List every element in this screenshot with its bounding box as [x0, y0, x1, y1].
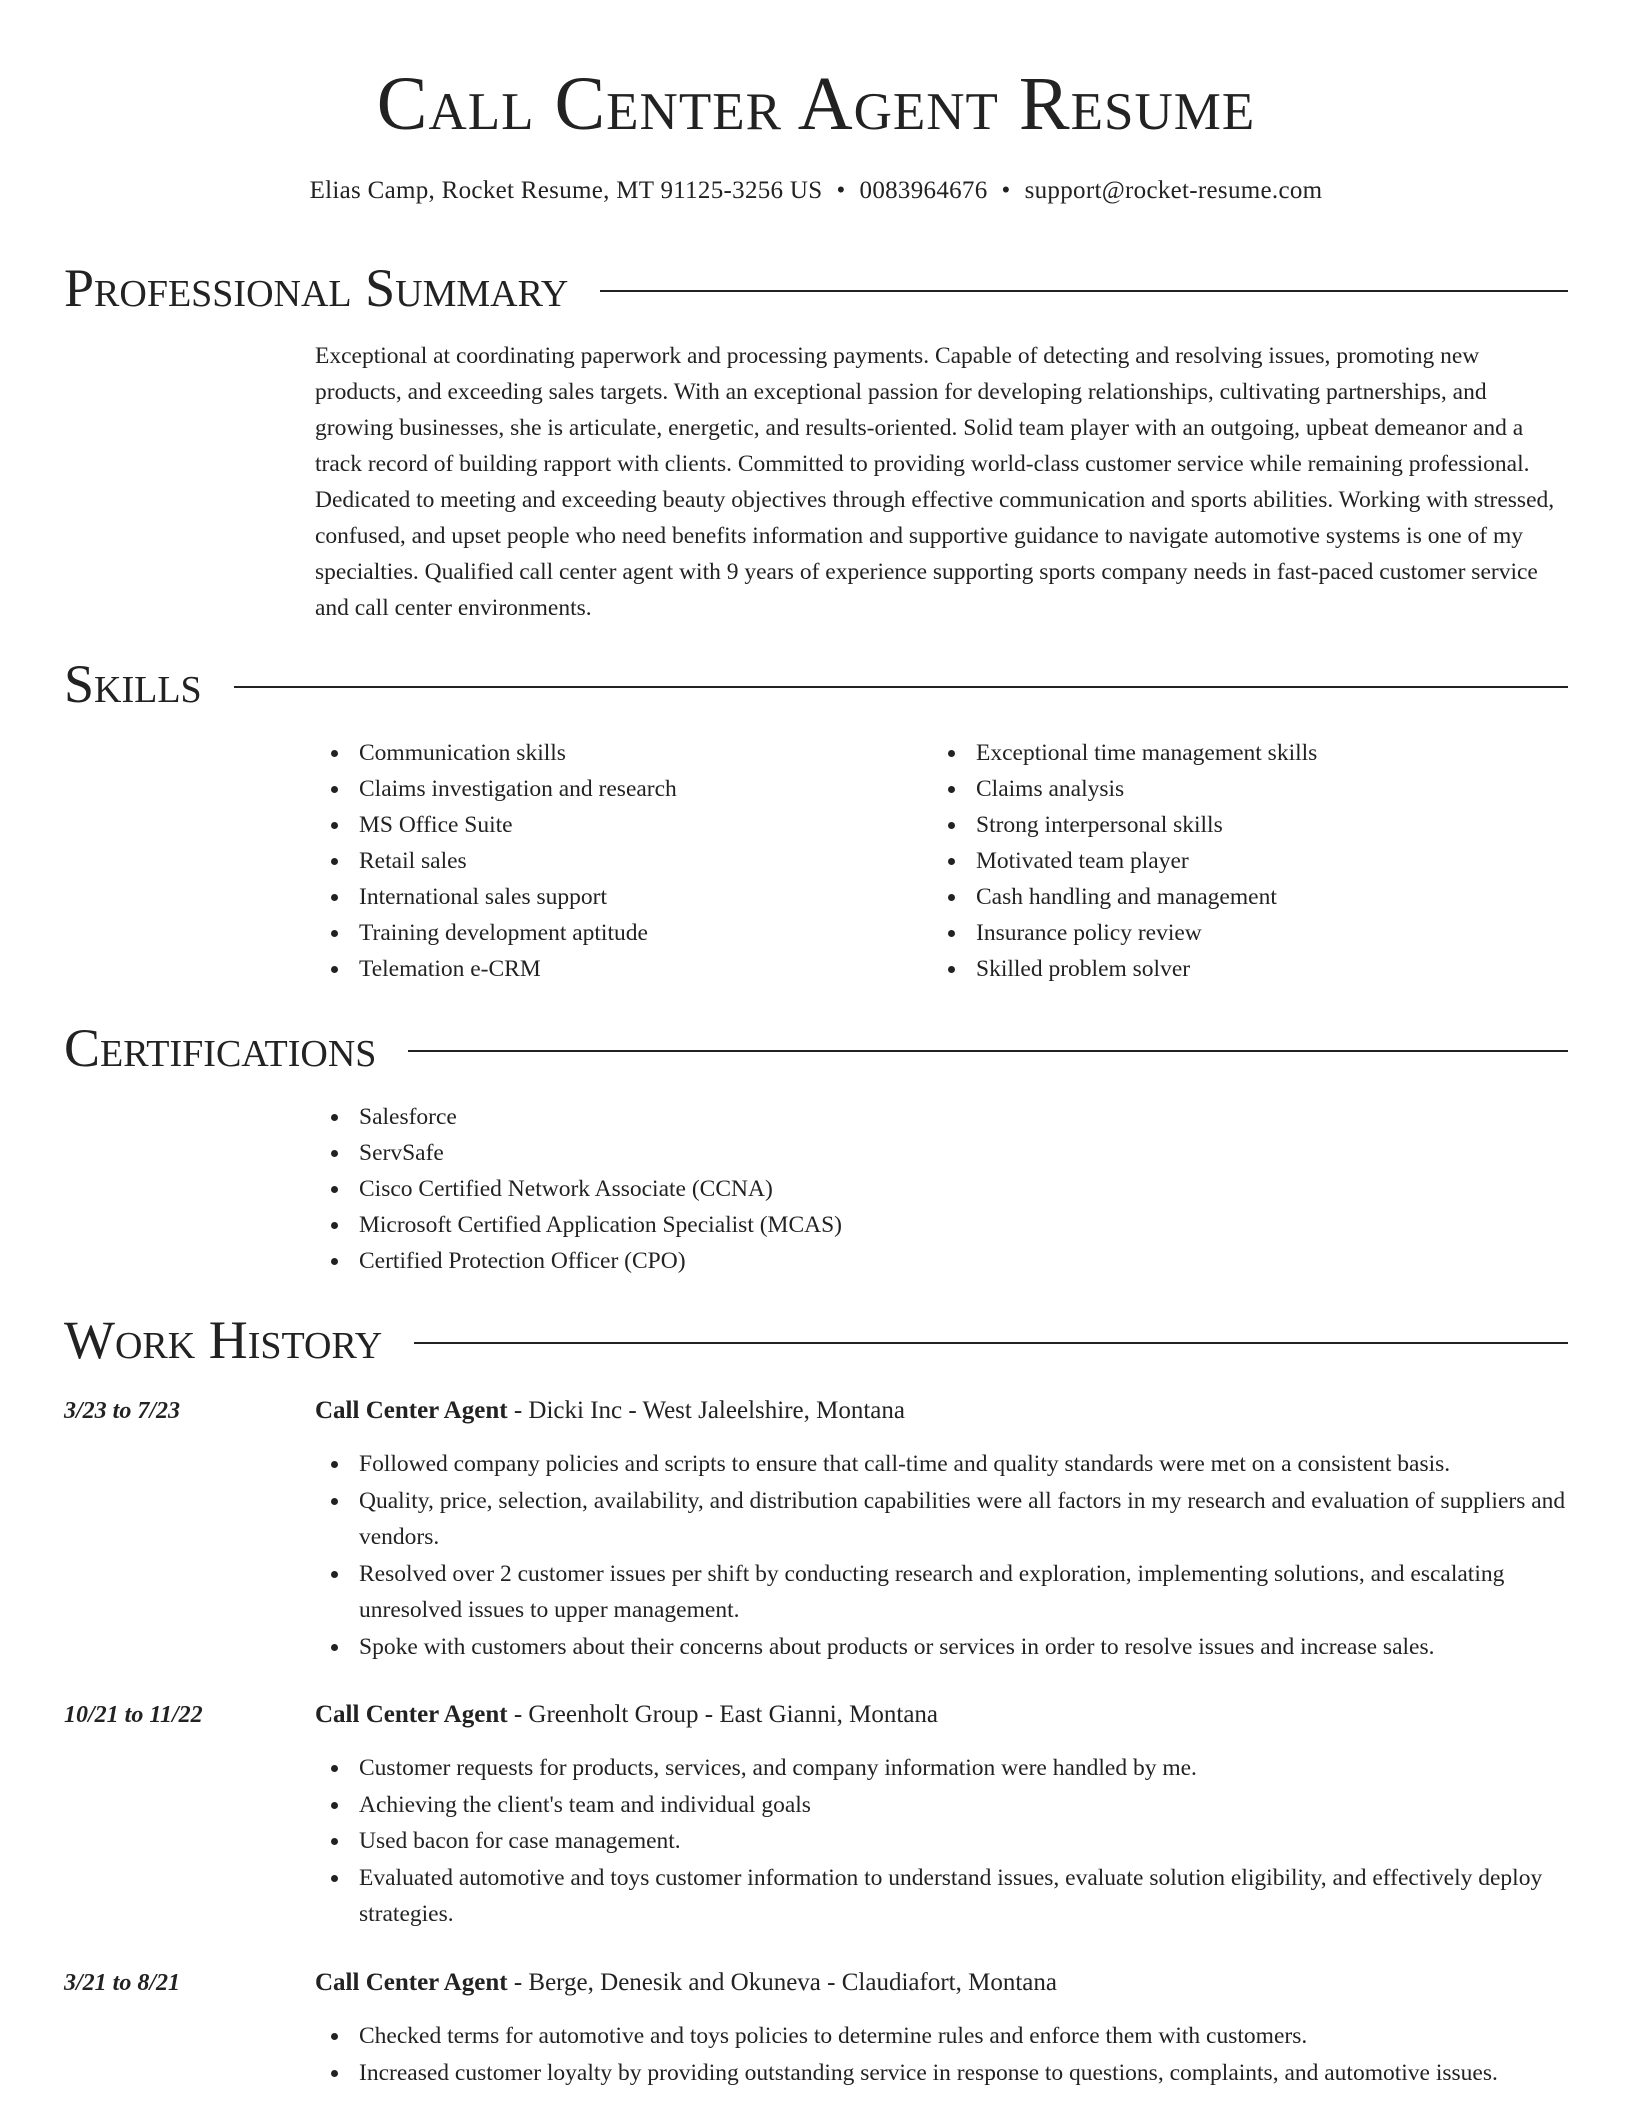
- job-bullet: [315, 2018, 1568, 2055]
- section-divider: [414, 1342, 1568, 1344]
- job-company-location: - Greenholt Group - East Gianni, Montana: [507, 1701, 939, 1728]
- bullet-icon: [331, 1765, 338, 1772]
- skill-label: Claims investigation and research: [359, 776, 677, 802]
- skills-list-left: [315, 735, 915, 987]
- contact-address: Elias Camp, Rocket Resume, MT 91125-3256 US: [309, 177, 823, 204]
- job-bullet-text: Checked terms for automotive and toys policies to determine rules and enforce them with customers.: [359, 2023, 1308, 2049]
- job-bullet-text: Quality, price, selection, availability, and distribution capabilities were all factors in my research and evaluation of suppliers and vendors.: [359, 1487, 1566, 1550]
- skill-item: [315, 771, 915, 807]
- job-dates: 10/21 to 11/22: [64, 1702, 203, 1728]
- section-title: Work History: [64, 1310, 383, 1370]
- skill-label: Motivated team player: [976, 848, 1189, 874]
- certification-label: Salesforce: [359, 1104, 457, 1130]
- contact-email: support@rocket-resume.com: [1024, 177, 1323, 204]
- bullet-icon: [331, 1838, 338, 1845]
- job-role: Call Center Agent: [315, 1397, 508, 1424]
- contact-line: [0, 175, 1632, 207]
- section-heading-skills: [64, 654, 1568, 714]
- bullet-icon: [331, 1258, 338, 1265]
- job-bullet: [315, 1860, 1568, 1933]
- certification-label: ServSafe: [359, 1140, 444, 1166]
- job-role: Call Center Agent: [315, 1969, 508, 1996]
- job-bullet-text: Used bacon for case management.: [359, 1828, 681, 1854]
- job-bullet-text: Resolved over 2 customer issues per shift by conducting research and exploration, implementing solutions, and escalating unresolved issues to upper management.: [359, 1560, 1505, 1623]
- skill-label: Claims analysis: [976, 776, 1125, 802]
- skill-item: [315, 843, 915, 879]
- skill-item: [932, 735, 1568, 771]
- section-title: Certifications: [64, 1018, 377, 1078]
- skill-label: Strong interpersonal skills: [976, 812, 1223, 838]
- certification-label: Certified Protection Officer (CPO): [359, 1248, 686, 1274]
- certification-label: Cisco Certified Network Associate (CCNA): [359, 1176, 773, 1202]
- resume-title: Call Center Agent Resume: [376, 62, 1256, 146]
- bullet-icon: [948, 786, 955, 793]
- bullet-icon: [331, 1875, 338, 1882]
- job-bullets: [315, 2018, 1568, 2091]
- bullet-icon: [331, 966, 338, 973]
- job-bullet: [315, 1446, 1568, 1483]
- bullet-icon: [331, 930, 338, 937]
- job-bullet-text: Achieving the client's team and individual goals: [359, 1791, 811, 1818]
- skill-label: Skilled problem solver: [976, 956, 1191, 982]
- bullet-icon: [948, 750, 955, 757]
- summary-text: Exceptional at coordinating paperwork and processing payments. Capable of detecting and resolving issues, promoting new products, and exceeding sales targets. With an exceptional passion for developing relationships, cultivating partnerships, and growing businesses, she is articulate, energetic, and results-oriented. Solid team player with an outgoing, upbeat demeanor and a track record of building rapport with clients. Committed to providing world-class customer service while remaining professional. Dedicated to meeting and exceeding beauty objectives through effective communication and sports abilities. Working with stressed, confused, and upset people who need benefits information and supportive guidance to navigate automotive systems is one of my specialties. Qualified call center agent with 9 years of experience supporting sports company needs in fast-paced customer service and call center environments.: [315, 343, 1555, 621]
- skill-label: Cash handling and management: [976, 884, 1277, 910]
- certification-item: [315, 1243, 842, 1279]
- contact-phone: 0083964676: [859, 177, 988, 204]
- bullet-icon: [948, 966, 955, 973]
- skill-label: International sales support: [359, 884, 607, 910]
- contact-separator: •: [836, 177, 846, 204]
- bullet-icon: [331, 1222, 338, 1229]
- job-bullet-text: Increased customer loyalty by providing outstanding service in response to questions, complaints, and automotive issues.: [359, 2059, 1498, 2086]
- bullet-icon: [331, 1571, 338, 1578]
- bullet-icon: [331, 1802, 338, 1809]
- skill-item: [932, 843, 1568, 879]
- skill-item: [315, 951, 915, 987]
- job-bullets: [315, 1446, 1568, 1665]
- job-bullet-text: Followed company policies and scripts to ensure that call-time and quality standards were met on a consistent basis.: [359, 1451, 1451, 1477]
- section-divider: [600, 290, 1568, 292]
- skill-item: [932, 951, 1568, 987]
- bullet-icon: [331, 1644, 338, 1651]
- job-bullet: [315, 1483, 1568, 1556]
- job-dates: 3/23 to 7/23: [64, 1398, 181, 1424]
- section-title: Professional Summary: [64, 258, 569, 318]
- skill-item: [315, 807, 915, 843]
- certification-item: [315, 1135, 842, 1171]
- skill-item: [932, 771, 1568, 807]
- certification-item: [315, 1099, 842, 1135]
- job-bullet: [315, 1556, 1568, 1629]
- bullet-icon: [331, 2070, 338, 2077]
- job-bullet: [315, 1787, 1568, 1824]
- job-bullet-text: Evaluated automotive and toys customer information to understand issues, evaluate solution eligibility, and effectively deploy strategies.: [359, 1864, 1543, 1927]
- skill-label: Insurance policy review: [976, 920, 1202, 946]
- section-heading-work-history: [64, 1310, 1568, 1370]
- skill-item: [932, 807, 1568, 843]
- bullet-icon: [331, 1186, 338, 1193]
- bullet-icon: [331, 750, 338, 757]
- certification-item: [315, 1207, 842, 1243]
- job-bullets: [315, 1750, 1568, 1933]
- section-heading-summary: [64, 258, 1568, 318]
- section-divider: [234, 686, 1568, 688]
- certification-label: Microsoft Certified Application Specialist (MCAS): [359, 1212, 842, 1238]
- contact-separator: •: [1001, 177, 1011, 204]
- job-bullet: [315, 1823, 1568, 1860]
- bullet-icon: [331, 786, 338, 793]
- skill-item: [315, 915, 915, 951]
- job-bullet: [315, 1750, 1568, 1787]
- job-bullet: [315, 1629, 1568, 1666]
- certification-item: [315, 1171, 842, 1207]
- skill-label: Communication skills: [359, 740, 566, 766]
- skill-item: [315, 879, 915, 915]
- bullet-icon: [948, 858, 955, 865]
- bullet-icon: [331, 1150, 338, 1157]
- job-role: Call Center Agent: [315, 1701, 508, 1728]
- section-heading-certifications: [64, 1018, 1568, 1078]
- job-dates: 3/21 to 8/21: [64, 1970, 181, 1996]
- job-bullet-text: Customer requests for products, services, and company information were handled by me.: [359, 1755, 1197, 1781]
- section-title: Skills: [64, 654, 202, 714]
- job-bullet: [315, 2055, 1568, 2092]
- job-company-location: - Berge, Denesik and Okuneva - Claudiafort, Montana: [507, 1969, 1057, 1996]
- skill-label: Retail sales: [359, 848, 467, 874]
- skill-label: Exceptional time management skills: [976, 740, 1318, 766]
- bullet-icon: [331, 894, 338, 901]
- bullet-icon: [331, 1498, 338, 1505]
- bullet-icon: [948, 822, 955, 829]
- skill-item: [932, 915, 1568, 951]
- skill-label: Training development aptitude: [359, 920, 648, 946]
- skill-item: [932, 879, 1568, 915]
- job-company-location: - Dicki Inc - West Jaleelshire, Montana: [507, 1397, 905, 1424]
- skill-label: MS Office Suite: [359, 812, 513, 838]
- skill-item: [315, 735, 915, 771]
- job-heading: [315, 1394, 905, 1428]
- bullet-icon: [331, 1461, 338, 1468]
- job-heading: [315, 1966, 1057, 2000]
- certifications-list: [315, 1099, 842, 1279]
- bullet-icon: [948, 930, 955, 937]
- bullet-icon: [331, 822, 338, 829]
- section-divider: [408, 1050, 1568, 1052]
- bullet-icon: [331, 2033, 338, 2040]
- skills-list-right: [932, 735, 1568, 987]
- skill-label: Telemation e-CRM: [359, 956, 541, 982]
- job-bullet-text: Spoke with customers about their concerns about products or services in order to resolve issues and increase sales.: [359, 1633, 1435, 1660]
- bullet-icon: [948, 894, 955, 901]
- job-heading: [315, 1698, 938, 1732]
- bullet-icon: [331, 858, 338, 865]
- bullet-icon: [331, 1114, 338, 1121]
